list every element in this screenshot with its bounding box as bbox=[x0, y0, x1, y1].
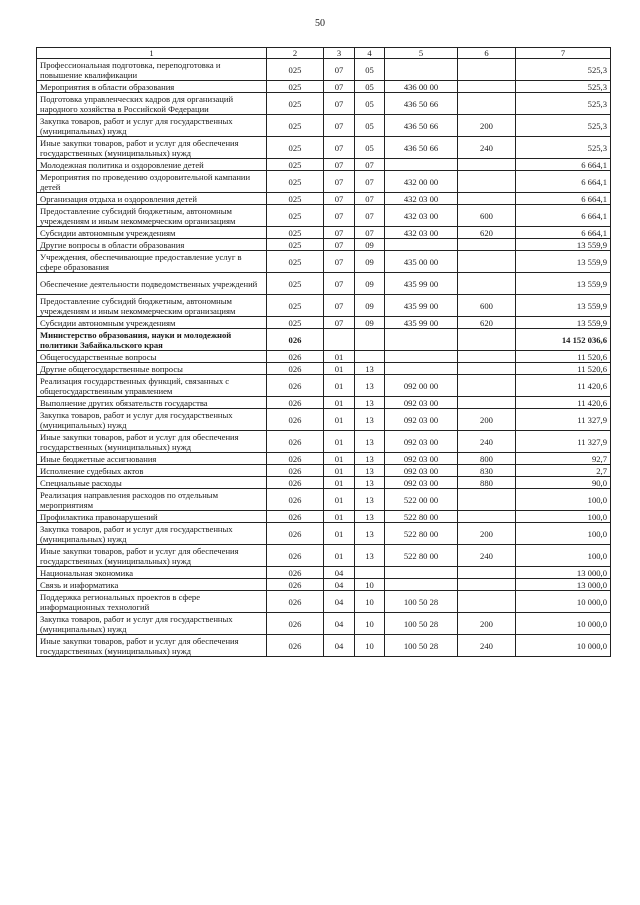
row-name-cell: Иные бюджетные ассигнования bbox=[37, 453, 267, 465]
row-name-cell: Исполнение судебных актов bbox=[37, 465, 267, 477]
column-header: 2 bbox=[267, 48, 324, 59]
admin-code-cell: 025 bbox=[267, 193, 324, 205]
section-cell: 01 bbox=[324, 397, 355, 409]
expense-type-cell: 600 bbox=[458, 205, 516, 227]
expense-type-cell: 600 bbox=[458, 295, 516, 317]
admin-code-cell: 025 bbox=[267, 171, 324, 193]
row-name-cell: Поддержка региональных проектов в сфере информационных технологий bbox=[37, 591, 267, 613]
expense-type-cell bbox=[458, 363, 516, 375]
row-name-cell: Специальные расходы bbox=[37, 477, 267, 489]
table-row bbox=[37, 351, 611, 363]
target-item-cell: 092 03 00 bbox=[385, 397, 458, 409]
expense-type-cell: 240 bbox=[458, 635, 516, 657]
subsection-cell: 10 bbox=[355, 613, 385, 635]
subsection-cell: 05 bbox=[355, 81, 385, 93]
amount-cell: 11 327,9 bbox=[516, 431, 611, 453]
row-name-cell: Предоставление субсидий бюджетным, автономным учреждениям и иным некоммерческим организациям bbox=[37, 205, 267, 227]
amount-cell: 10 000,0 bbox=[516, 591, 611, 613]
section-cell: 01 bbox=[324, 545, 355, 567]
admin-code-cell: 026 bbox=[267, 329, 324, 351]
admin-code-cell: 025 bbox=[267, 81, 324, 93]
table-row bbox=[37, 59, 611, 81]
row-name-cell: Национальная экономика bbox=[37, 567, 267, 579]
expense-type-cell: 800 bbox=[458, 453, 516, 465]
amount-cell: 13 559,9 bbox=[516, 273, 611, 295]
amount-cell: 11 420,6 bbox=[516, 397, 611, 409]
section-cell: 01 bbox=[324, 477, 355, 489]
target-item-cell: 435 99 00 bbox=[385, 295, 458, 317]
table-row bbox=[37, 239, 611, 251]
admin-code-cell: 026 bbox=[267, 567, 324, 579]
table-row bbox=[37, 635, 611, 657]
table-row bbox=[37, 137, 611, 159]
row-name-cell: Предоставление субсидий бюджетным, автономным учреждениям и иным некоммерческим организациям bbox=[37, 295, 267, 317]
admin-code-cell: 026 bbox=[267, 489, 324, 511]
section-cell: 07 bbox=[324, 273, 355, 295]
expense-type-cell bbox=[458, 489, 516, 511]
amount-cell: 11 420,6 bbox=[516, 375, 611, 397]
section-cell: 01 bbox=[324, 465, 355, 477]
expense-type-cell bbox=[458, 81, 516, 93]
expense-type-cell: 200 bbox=[458, 613, 516, 635]
section-cell: 07 bbox=[324, 251, 355, 273]
row-name-cell: Министерство образования, науки и молодежной политики Забайкальского края bbox=[37, 329, 267, 351]
admin-code-cell: 026 bbox=[267, 523, 324, 545]
table-row bbox=[37, 81, 611, 93]
admin-code-cell: 026 bbox=[267, 431, 324, 453]
expense-type-cell bbox=[458, 329, 516, 351]
section-cell: 07 bbox=[324, 317, 355, 329]
subsection-cell: 13 bbox=[355, 489, 385, 511]
column-header: 1 bbox=[37, 48, 267, 59]
section-cell: 07 bbox=[324, 239, 355, 251]
subsection-cell: 13 bbox=[355, 397, 385, 409]
expense-type-cell bbox=[458, 159, 516, 171]
amount-cell: 100,0 bbox=[516, 489, 611, 511]
expense-type-cell bbox=[458, 511, 516, 523]
subsection-cell: 13 bbox=[355, 545, 385, 567]
admin-code-cell: 025 bbox=[267, 137, 324, 159]
amount-cell: 14 152 036,6 bbox=[516, 329, 611, 351]
admin-code-cell: 026 bbox=[267, 613, 324, 635]
row-name-cell: Закупка товаров, работ и услуг для государственных (муниципальных) нужд bbox=[37, 613, 267, 635]
expense-type-cell bbox=[458, 351, 516, 363]
column-header: 3 bbox=[324, 48, 355, 59]
amount-cell: 13 559,9 bbox=[516, 251, 611, 273]
table-row bbox=[37, 397, 611, 409]
row-name-cell: Выполнение других обязательств государства bbox=[37, 397, 267, 409]
amount-cell: 13 559,9 bbox=[516, 239, 611, 251]
subsection-cell: 07 bbox=[355, 159, 385, 171]
target-item-cell: 432 03 00 bbox=[385, 205, 458, 227]
subsection-cell: 09 bbox=[355, 317, 385, 329]
section-cell: 01 bbox=[324, 351, 355, 363]
section-cell: 07 bbox=[324, 159, 355, 171]
target-item-cell: 522 00 00 bbox=[385, 489, 458, 511]
table-row bbox=[37, 295, 611, 317]
amount-cell: 100,0 bbox=[516, 511, 611, 523]
target-item-cell bbox=[385, 363, 458, 375]
admin-code-cell: 025 bbox=[267, 227, 324, 239]
target-item-cell: 432 03 00 bbox=[385, 193, 458, 205]
table-row bbox=[37, 523, 611, 545]
table-row bbox=[37, 193, 611, 205]
subsection-cell: 13 bbox=[355, 511, 385, 523]
target-item-cell: 432 03 00 bbox=[385, 227, 458, 239]
admin-code-cell: 026 bbox=[267, 453, 324, 465]
amount-cell: 525,3 bbox=[516, 81, 611, 93]
admin-code-cell: 026 bbox=[267, 591, 324, 613]
expense-type-cell bbox=[458, 59, 516, 81]
row-name-cell: Учреждения, обеспечивающие предоставление услуг в сфере образования bbox=[37, 251, 267, 273]
target-item-cell: 436 50 66 bbox=[385, 137, 458, 159]
amount-cell: 525,3 bbox=[516, 137, 611, 159]
amount-cell: 6 664,1 bbox=[516, 193, 611, 205]
table-row bbox=[37, 273, 611, 295]
section-cell: 07 bbox=[324, 205, 355, 227]
target-item-cell: 436 50 66 bbox=[385, 93, 458, 115]
section-cell: 01 bbox=[324, 409, 355, 431]
table-row bbox=[37, 317, 611, 329]
row-name-cell: Профессиональная подготовка, переподготовка и повышение квалификации bbox=[37, 59, 267, 81]
amount-cell: 13 000,0 bbox=[516, 579, 611, 591]
row-name-cell: Субсидии автономным учреждениям bbox=[37, 227, 267, 239]
subsection-cell: 13 bbox=[355, 465, 385, 477]
subsection-cell: 07 bbox=[355, 193, 385, 205]
subsection-cell: 05 bbox=[355, 93, 385, 115]
table-row bbox=[37, 477, 611, 489]
row-name-cell: Связь и информатика bbox=[37, 579, 267, 591]
expense-type-cell bbox=[458, 239, 516, 251]
expense-type-cell bbox=[458, 375, 516, 397]
amount-cell: 525,3 bbox=[516, 115, 611, 137]
amount-cell: 11 327,9 bbox=[516, 409, 611, 431]
row-name-cell: Закупка товаров, работ и услуг для государственных (муниципальных) нужд bbox=[37, 523, 267, 545]
row-name-cell: Иные закупки товаров, работ и услуг для обеспечения государственных (муниципальных) нужд bbox=[37, 431, 267, 453]
target-item-cell: 436 50 66 bbox=[385, 115, 458, 137]
expense-type-cell: 620 bbox=[458, 317, 516, 329]
section-cell: 07 bbox=[324, 137, 355, 159]
expense-type-cell bbox=[458, 579, 516, 591]
row-name-cell: Субсидии автономным учреждениям bbox=[37, 317, 267, 329]
section-cell bbox=[324, 329, 355, 351]
admin-code-cell: 025 bbox=[267, 205, 324, 227]
expense-type-cell: 240 bbox=[458, 545, 516, 567]
target-item-cell: 436 00 00 bbox=[385, 81, 458, 93]
section-cell: 07 bbox=[324, 115, 355, 137]
row-name-cell: Обеспечение деятельности подведомственных учреждений bbox=[37, 273, 267, 295]
expense-type-cell: 620 bbox=[458, 227, 516, 239]
target-item-cell bbox=[385, 329, 458, 351]
target-item-cell: 100 50 28 bbox=[385, 635, 458, 657]
expense-type-cell bbox=[458, 397, 516, 409]
subsection-cell: 13 bbox=[355, 453, 385, 465]
row-name-cell: Подготовка управленческих кадров для организаций народного хозяйства в Российской Федерации bbox=[37, 93, 267, 115]
column-header: 4 bbox=[355, 48, 385, 59]
amount-cell: 10 000,0 bbox=[516, 635, 611, 657]
expense-type-cell bbox=[458, 251, 516, 273]
subsection-cell bbox=[355, 351, 385, 363]
expense-type-cell bbox=[458, 273, 516, 295]
row-name-cell: Общегосударственные вопросы bbox=[37, 351, 267, 363]
subsection-cell: 13 bbox=[355, 477, 385, 489]
section-cell: 04 bbox=[324, 579, 355, 591]
section-cell: 04 bbox=[324, 567, 355, 579]
row-name-cell: Мероприятия по проведению оздоровительной кампании детей bbox=[37, 171, 267, 193]
target-item-cell: 435 00 00 bbox=[385, 251, 458, 273]
subsection-cell: 13 bbox=[355, 375, 385, 397]
expense-type-cell bbox=[458, 93, 516, 115]
admin-code-cell: 025 bbox=[267, 273, 324, 295]
target-item-cell: 522 80 00 bbox=[385, 511, 458, 523]
admin-code-cell: 026 bbox=[267, 635, 324, 657]
admin-code-cell: 025 bbox=[267, 59, 324, 81]
admin-code-cell: 025 bbox=[267, 251, 324, 273]
subsection-cell: 07 bbox=[355, 227, 385, 239]
amount-cell: 13 559,9 bbox=[516, 295, 611, 317]
amount-cell: 6 664,1 bbox=[516, 159, 611, 171]
amount-cell: 92,7 bbox=[516, 453, 611, 465]
subsection-cell: 13 bbox=[355, 409, 385, 431]
subsection-cell: 10 bbox=[355, 579, 385, 591]
expense-type-cell bbox=[458, 567, 516, 579]
table-row bbox=[37, 511, 611, 523]
admin-code-cell: 026 bbox=[267, 511, 324, 523]
expense-type-cell bbox=[458, 171, 516, 193]
table-header-row bbox=[37, 48, 611, 59]
target-item-cell: 092 00 00 bbox=[385, 375, 458, 397]
subsection-cell: 05 bbox=[355, 115, 385, 137]
row-name-cell: Мероприятия в области образования bbox=[37, 81, 267, 93]
section-cell: 04 bbox=[324, 591, 355, 613]
target-item-cell bbox=[385, 567, 458, 579]
admin-code-cell: 026 bbox=[267, 579, 324, 591]
subsection-cell: 13 bbox=[355, 431, 385, 453]
subsection-cell bbox=[355, 567, 385, 579]
section-cell: 04 bbox=[324, 613, 355, 635]
expense-type-cell: 200 bbox=[458, 409, 516, 431]
amount-cell: 525,3 bbox=[516, 59, 611, 81]
target-item-cell bbox=[385, 239, 458, 251]
table-row bbox=[37, 613, 611, 635]
target-item-cell: 092 03 00 bbox=[385, 431, 458, 453]
row-name-cell: Другие вопросы в области образования bbox=[37, 239, 267, 251]
row-name-cell: Организация отдыха и оздоровления детей bbox=[37, 193, 267, 205]
table-row bbox=[37, 489, 611, 511]
table-row bbox=[37, 431, 611, 453]
table-row bbox=[37, 409, 611, 431]
table-row bbox=[37, 363, 611, 375]
target-item-cell: 432 00 00 bbox=[385, 171, 458, 193]
expense-type-cell: 880 bbox=[458, 477, 516, 489]
expense-type-cell: 830 bbox=[458, 465, 516, 477]
subsection-cell: 10 bbox=[355, 591, 385, 613]
expense-type-cell bbox=[458, 193, 516, 205]
row-name-cell: Молодежная политика и оздоровление детей bbox=[37, 159, 267, 171]
target-item-cell: 100 50 28 bbox=[385, 591, 458, 613]
target-item-cell bbox=[385, 579, 458, 591]
target-item-cell bbox=[385, 159, 458, 171]
section-cell: 01 bbox=[324, 431, 355, 453]
row-name-cell: Закупка товаров, работ и услуг для государственных (муниципальных) нужд bbox=[37, 409, 267, 431]
table-body bbox=[37, 59, 611, 657]
admin-code-cell: 026 bbox=[267, 477, 324, 489]
table-row bbox=[37, 115, 611, 137]
table-row bbox=[37, 375, 611, 397]
subsection-cell bbox=[355, 329, 385, 351]
section-cell: 07 bbox=[324, 227, 355, 239]
subsection-cell: 05 bbox=[355, 137, 385, 159]
admin-code-cell: 026 bbox=[267, 545, 324, 567]
row-name-cell: Другие общегосударственные вопросы bbox=[37, 363, 267, 375]
amount-cell: 11 520,6 bbox=[516, 363, 611, 375]
row-name-cell: Реализация государственных функций, связанных с общегосударственным управлением bbox=[37, 375, 267, 397]
expense-type-cell bbox=[458, 591, 516, 613]
row-name-cell: Иные закупки товаров, работ и услуг для обеспечения государственных (муниципальных) нужд bbox=[37, 137, 267, 159]
subsection-cell: 09 bbox=[355, 239, 385, 251]
target-item-cell: 435 99 00 bbox=[385, 273, 458, 295]
admin-code-cell: 025 bbox=[267, 239, 324, 251]
admin-code-cell: 026 bbox=[267, 465, 324, 477]
target-item-cell: 522 80 00 bbox=[385, 523, 458, 545]
section-cell: 01 bbox=[324, 363, 355, 375]
section-cell: 07 bbox=[324, 295, 355, 317]
table-row bbox=[37, 567, 611, 579]
amount-cell: 90,0 bbox=[516, 477, 611, 489]
section-cell: 01 bbox=[324, 523, 355, 545]
subsection-cell: 13 bbox=[355, 523, 385, 545]
amount-cell: 13 559,9 bbox=[516, 317, 611, 329]
admin-code-cell: 025 bbox=[267, 295, 324, 317]
admin-code-cell: 025 bbox=[267, 159, 324, 171]
admin-code-cell: 025 bbox=[267, 93, 324, 115]
amount-cell: 13 000,0 bbox=[516, 567, 611, 579]
amount-cell: 525,3 bbox=[516, 93, 611, 115]
budget-table bbox=[36, 47, 611, 657]
admin-code-cell: 026 bbox=[267, 363, 324, 375]
row-name-cell: Закупка товаров, работ и услуг для государственных (муниципальных) нужд bbox=[37, 115, 267, 137]
target-item-cell: 092 03 00 bbox=[385, 465, 458, 477]
row-name-cell: Иные закупки товаров, работ и услуг для обеспечения государственных (муниципальных) нужд bbox=[37, 635, 267, 657]
row-name-cell: Иные закупки товаров, работ и услуг для обеспечения государственных (муниципальных) нужд bbox=[37, 545, 267, 567]
table-row bbox=[37, 251, 611, 273]
table-row bbox=[37, 453, 611, 465]
table-row bbox=[37, 171, 611, 193]
section-cell: 01 bbox=[324, 453, 355, 465]
subsection-cell: 05 bbox=[355, 59, 385, 81]
target-item-cell bbox=[385, 59, 458, 81]
expense-type-cell: 240 bbox=[458, 137, 516, 159]
page-number: 50 bbox=[315, 18, 325, 29]
table-row bbox=[37, 465, 611, 477]
section-cell: 07 bbox=[324, 193, 355, 205]
target-item-cell: 092 03 00 bbox=[385, 409, 458, 431]
admin-code-cell: 025 bbox=[267, 317, 324, 329]
table-row bbox=[37, 591, 611, 613]
subsection-cell: 09 bbox=[355, 295, 385, 317]
table-row bbox=[37, 159, 611, 171]
column-header: 6 bbox=[458, 48, 516, 59]
admin-code-cell: 026 bbox=[267, 375, 324, 397]
amount-cell: 100,0 bbox=[516, 545, 611, 567]
section-cell: 07 bbox=[324, 93, 355, 115]
amount-cell: 6 664,1 bbox=[516, 171, 611, 193]
section-cell: 07 bbox=[324, 59, 355, 81]
section-cell: 01 bbox=[324, 511, 355, 523]
row-name-cell: Реализация направления расходов по отдельным мероприятиям bbox=[37, 489, 267, 511]
section-cell: 07 bbox=[324, 81, 355, 93]
section-cell: 01 bbox=[324, 489, 355, 511]
expense-type-cell: 240 bbox=[458, 431, 516, 453]
column-header: 5 bbox=[385, 48, 458, 59]
subsection-cell: 13 bbox=[355, 363, 385, 375]
amount-cell: 2,7 bbox=[516, 465, 611, 477]
target-item-cell: 092 03 00 bbox=[385, 453, 458, 465]
amount-cell: 10 000,0 bbox=[516, 613, 611, 635]
subsection-cell: 09 bbox=[355, 251, 385, 273]
table-row bbox=[37, 227, 611, 239]
section-cell: 04 bbox=[324, 635, 355, 657]
section-cell: 07 bbox=[324, 171, 355, 193]
subsection-cell: 10 bbox=[355, 635, 385, 657]
table-row bbox=[37, 329, 611, 351]
table-row bbox=[37, 205, 611, 227]
admin-code-cell: 026 bbox=[267, 351, 324, 363]
target-item-cell: 522 80 00 bbox=[385, 545, 458, 567]
amount-cell: 6 664,1 bbox=[516, 205, 611, 227]
amount-cell: 11 520,6 bbox=[516, 351, 611, 363]
admin-code-cell: 026 bbox=[267, 397, 324, 409]
subsection-cell: 07 bbox=[355, 171, 385, 193]
target-item-cell: 092 03 00 bbox=[385, 477, 458, 489]
target-item-cell bbox=[385, 351, 458, 363]
section-cell: 01 bbox=[324, 375, 355, 397]
subsection-cell: 07 bbox=[355, 205, 385, 227]
amount-cell: 6 664,1 bbox=[516, 227, 611, 239]
expense-type-cell: 200 bbox=[458, 115, 516, 137]
target-item-cell: 100 50 28 bbox=[385, 613, 458, 635]
expense-type-cell: 200 bbox=[458, 523, 516, 545]
table-row bbox=[37, 579, 611, 591]
target-item-cell: 435 99 00 bbox=[385, 317, 458, 329]
table-row bbox=[37, 545, 611, 567]
amount-cell: 100,0 bbox=[516, 523, 611, 545]
row-name-cell: Профилактика правонарушений bbox=[37, 511, 267, 523]
table-row bbox=[37, 93, 611, 115]
admin-code-cell: 026 bbox=[267, 409, 324, 431]
column-header: 7 bbox=[516, 48, 611, 59]
subsection-cell: 09 bbox=[355, 273, 385, 295]
admin-code-cell: 025 bbox=[267, 115, 324, 137]
